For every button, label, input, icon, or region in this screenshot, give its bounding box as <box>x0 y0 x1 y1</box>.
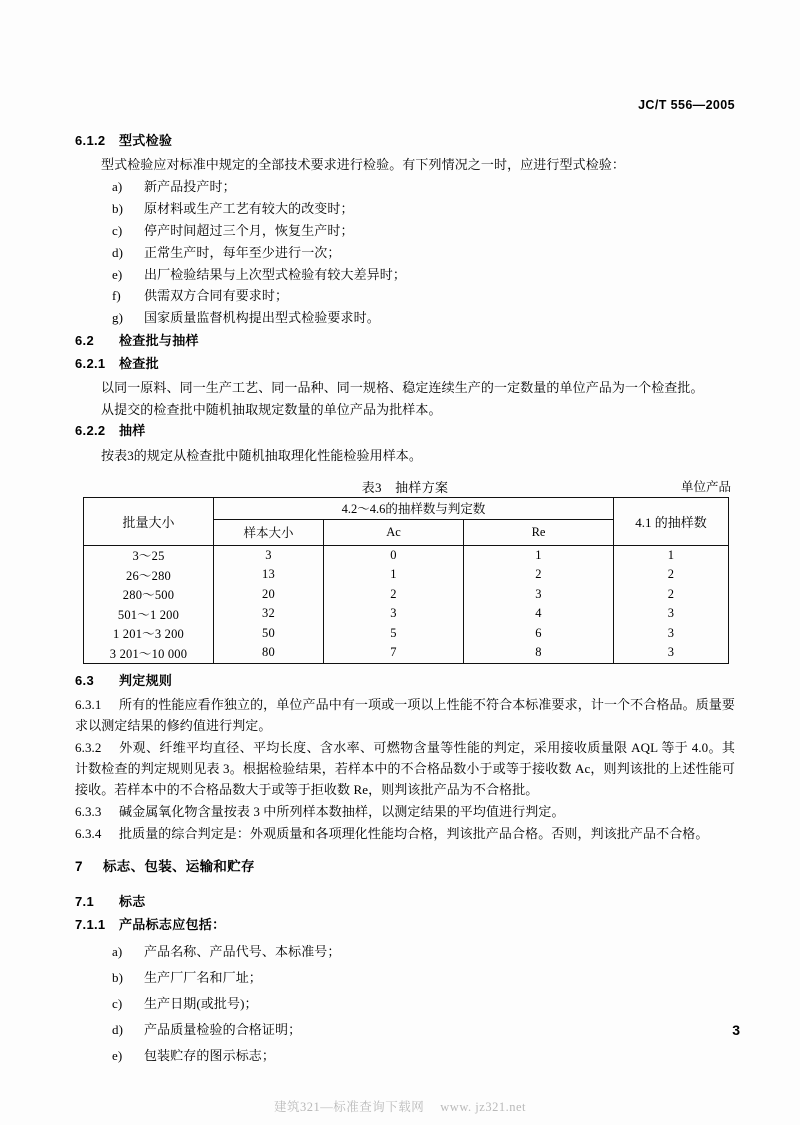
clause-heading-621 <box>75 354 735 374</box>
list-text: 出厂检验结果与上次型式检验有较大差异时； <box>144 266 407 282</box>
cell-sample: 50 <box>214 624 324 644</box>
cell-ac: 2 <box>324 585 464 605</box>
list-text: 正常生产时，每年至少进行一次； <box>144 244 341 260</box>
cell-re: 3 <box>464 585 614 605</box>
table3-col-header-ac: Ac <box>324 519 464 545</box>
list-marker: e) <box>112 266 123 282</box>
list-marker: d) <box>112 1022 124 1038</box>
clause-621-para1: 以同一原料、同一生产工艺、同一品种、同一规格、稳定连续生产的一定数量的单位产品为一个检查批。 <box>101 380 704 396</box>
table3-title: 表3 抽样方案 <box>361 479 449 495</box>
cell-batch: 3 201～10 000 <box>84 643 214 663</box>
cell-batch: 1 201～3 200 <box>84 624 214 644</box>
list-item <box>75 1043 735 1069</box>
list-marker: b) <box>112 970 124 986</box>
watermark <box>0 1097 800 1115</box>
cell-sample: 3 <box>214 546 324 566</box>
list-marker: d) <box>112 244 124 260</box>
list-text: 国家质量监督机构提出型式检验要求时。 <box>144 310 380 326</box>
clause-heading-62 <box>75 331 735 351</box>
cell-last: 3 <box>614 624 729 644</box>
table-row <box>84 565 729 585</box>
list-item <box>75 1017 735 1043</box>
clause-number-63: 6.3 <box>75 672 94 688</box>
list-item <box>75 198 735 220</box>
table3-col-header-batch: 批量大小 <box>84 497 214 545</box>
clause-634 <box>75 823 735 844</box>
clause-number-621: 6.2.1 <box>75 356 106 372</box>
section-title-7: 标志、包装、运输和贮存 <box>103 859 255 875</box>
clause-title-621: 检查批 <box>119 356 159 372</box>
list-item <box>75 264 735 286</box>
list-text: 新产品投产时； <box>144 179 236 195</box>
cell-last: 2 <box>614 585 729 605</box>
clause-title-62: 检查批与抽样 <box>119 332 199 348</box>
list-text: 产品质量检验的合格证明； <box>144 1022 302 1038</box>
table3-col-header-last: 4.1 的抽样数 <box>614 497 729 545</box>
clause-text-631: 所有的性能应看作独立的，单位产品中有一项或一项以上性能不符合本标准要求，计一个不合格品。质量要求以测定结果的修约值进行判定。 <box>75 696 735 733</box>
table3-sampling-scheme <box>83 497 729 664</box>
table-row <box>84 604 729 624</box>
clause-632 <box>75 737 735 800</box>
clause-number-634: 6.3.4 <box>75 825 102 841</box>
list-text: 停产时间超过三个月，恢复生产时； <box>144 222 354 238</box>
table3-unit-label: 单位产品 <box>680 479 731 494</box>
list-text: 生产日期(或批号)； <box>144 996 258 1012</box>
clause-number-71: 7.1 <box>75 893 94 909</box>
list-item <box>75 220 735 242</box>
clause-title-612: 型式检验 <box>119 133 173 148</box>
list-marker: f) <box>112 288 121 304</box>
cell-batch: 280～500 <box>84 585 214 605</box>
clause-text-632: 外观、纤维平均直径、平均长度、含水率、可燃物含量等性能的判定，采用接收质量限 AQL 等于 4.0。其计数检查的判定规则见表 3。根据检验结果，若样本中的不合格品数小于或等于接收数 Ac，则判该批的上述性能可接收。若样本中的不合格品数大于或等于拒收数 Re，则判该批产品为不合格批。 <box>75 739 735 797</box>
list-text: 原材料或生产工艺有较大的改变时； <box>144 201 354 217</box>
table3-wrapper <box>75 477 735 664</box>
list-marker: g) <box>112 310 124 326</box>
list-marker: c) <box>112 222 123 238</box>
cell-sample: 13 <box>214 565 324 585</box>
table3-group-header: 4.2～4.6的抽样数与判定数 <box>214 497 614 519</box>
list-text: 供需双方合同有要求时； <box>144 288 289 304</box>
table3-caption-row <box>75 477 735 497</box>
clause-title-71: 标志 <box>119 893 146 909</box>
clause-heading-63 <box>75 671 735 691</box>
list-marker: e) <box>112 1048 123 1064</box>
cell-sample: 32 <box>214 604 324 624</box>
table-row <box>84 643 729 663</box>
clause-heading-71 <box>75 892 735 912</box>
list-item <box>75 176 735 198</box>
clause-622-para1: 按表3的规定从检查批中随机抽取理化性能检验用样本。 <box>101 447 423 463</box>
cell-last: 2 <box>614 565 729 585</box>
list-item <box>75 965 735 991</box>
cell-last: 1 <box>614 546 729 566</box>
table3-col-header-sample-size: 样本大小 <box>214 519 324 545</box>
clause-number-711: 7.1.1 <box>75 917 106 933</box>
list-item <box>75 307 735 329</box>
list-marker: a) <box>112 944 123 960</box>
cell-last: 3 <box>614 604 729 624</box>
cell-sample: 20 <box>214 585 324 605</box>
clause-631 <box>75 694 735 736</box>
clause-heading-622 <box>75 421 735 441</box>
table-header-row-top <box>84 497 729 519</box>
standard-number-header: JC/T 556—2005 <box>638 98 735 112</box>
clause-number-631: 6.3.1 <box>75 696 102 712</box>
clause-heading-711 <box>75 915 735 935</box>
list-marker: c) <box>112 996 123 1012</box>
table-row <box>84 585 729 605</box>
list-item <box>75 939 735 965</box>
cell-ac: 1 <box>324 565 464 585</box>
list-item <box>75 991 735 1017</box>
clause-number-612: 6.1.2 <box>75 133 106 148</box>
watermark-text: 建筑321—标准查询下载网 <box>274 1100 425 1114</box>
cell-re: 6 <box>464 624 614 644</box>
table-row <box>84 546 729 566</box>
table-row <box>84 624 729 644</box>
table3-col-header-re: Re <box>464 519 614 545</box>
clause-heading-612 <box>75 131 735 151</box>
cell-batch: 501～1 200 <box>84 604 214 624</box>
cell-ac: 3 <box>324 604 464 624</box>
cell-ac: 0 <box>324 546 464 566</box>
list-item <box>75 285 735 307</box>
list-text: 产品名称、产品代号、本标准号； <box>144 944 341 960</box>
list-item <box>75 242 735 264</box>
section-heading-7 <box>75 857 735 878</box>
clause-text-634: 批质量的综合判定是：外观质量和各项理化性能均合格，判该批产品合格。否则，判该批产品不合格。 <box>119 825 709 841</box>
clause-612-intro: 型式检验应对标准中规定的全部技术要求进行检验。有下列情况之一时，应进行型式检验： <box>101 157 626 173</box>
list-text: 生产厂厂名和厂址； <box>144 970 262 986</box>
clause-621-para2: 从提交的检查批中随机抽取规定数量的单位产品为批样本。 <box>101 402 442 418</box>
clause-number-622: 6.2.2 <box>75 423 106 439</box>
clause-612-list <box>75 176 735 329</box>
clause-title-622: 抽样 <box>119 423 146 439</box>
page-number: 3 <box>732 1022 740 1038</box>
clause-title-63: 判定规则 <box>119 672 173 688</box>
list-marker: a) <box>112 179 123 195</box>
cell-re: 8 <box>464 643 614 663</box>
clause-title-711: 产品标志应包括： <box>119 917 226 933</box>
clause-711-list <box>75 939 735 1069</box>
clause-text-633: 碱金属氧化物含量按表 3 中所列样本数抽样，以测定结果的平均值进行判定。 <box>119 803 565 819</box>
clause-number-632: 6.3.2 <box>75 739 102 755</box>
cell-last: 3 <box>614 643 729 663</box>
watermark-url: www. jz321.net <box>440 1100 526 1114</box>
cell-re: 1 <box>464 546 614 566</box>
clause-633 <box>75 801 735 822</box>
cell-ac: 7 <box>324 643 464 663</box>
cell-re: 2 <box>464 565 614 585</box>
list-text: 包装贮存的图示标志； <box>144 1048 276 1064</box>
cell-batch: 3～25 <box>84 546 214 566</box>
cell-ac: 5 <box>324 624 464 644</box>
cell-sample: 80 <box>214 643 324 663</box>
section-number-7: 7 <box>75 859 83 875</box>
cell-re: 4 <box>464 604 614 624</box>
page-content <box>75 98 735 1069</box>
clause-number-633: 6.3.3 <box>75 803 102 819</box>
cell-batch: 26～280 <box>84 565 214 585</box>
list-marker: b) <box>112 201 124 217</box>
clause-number-62: 6.2 <box>75 332 94 348</box>
